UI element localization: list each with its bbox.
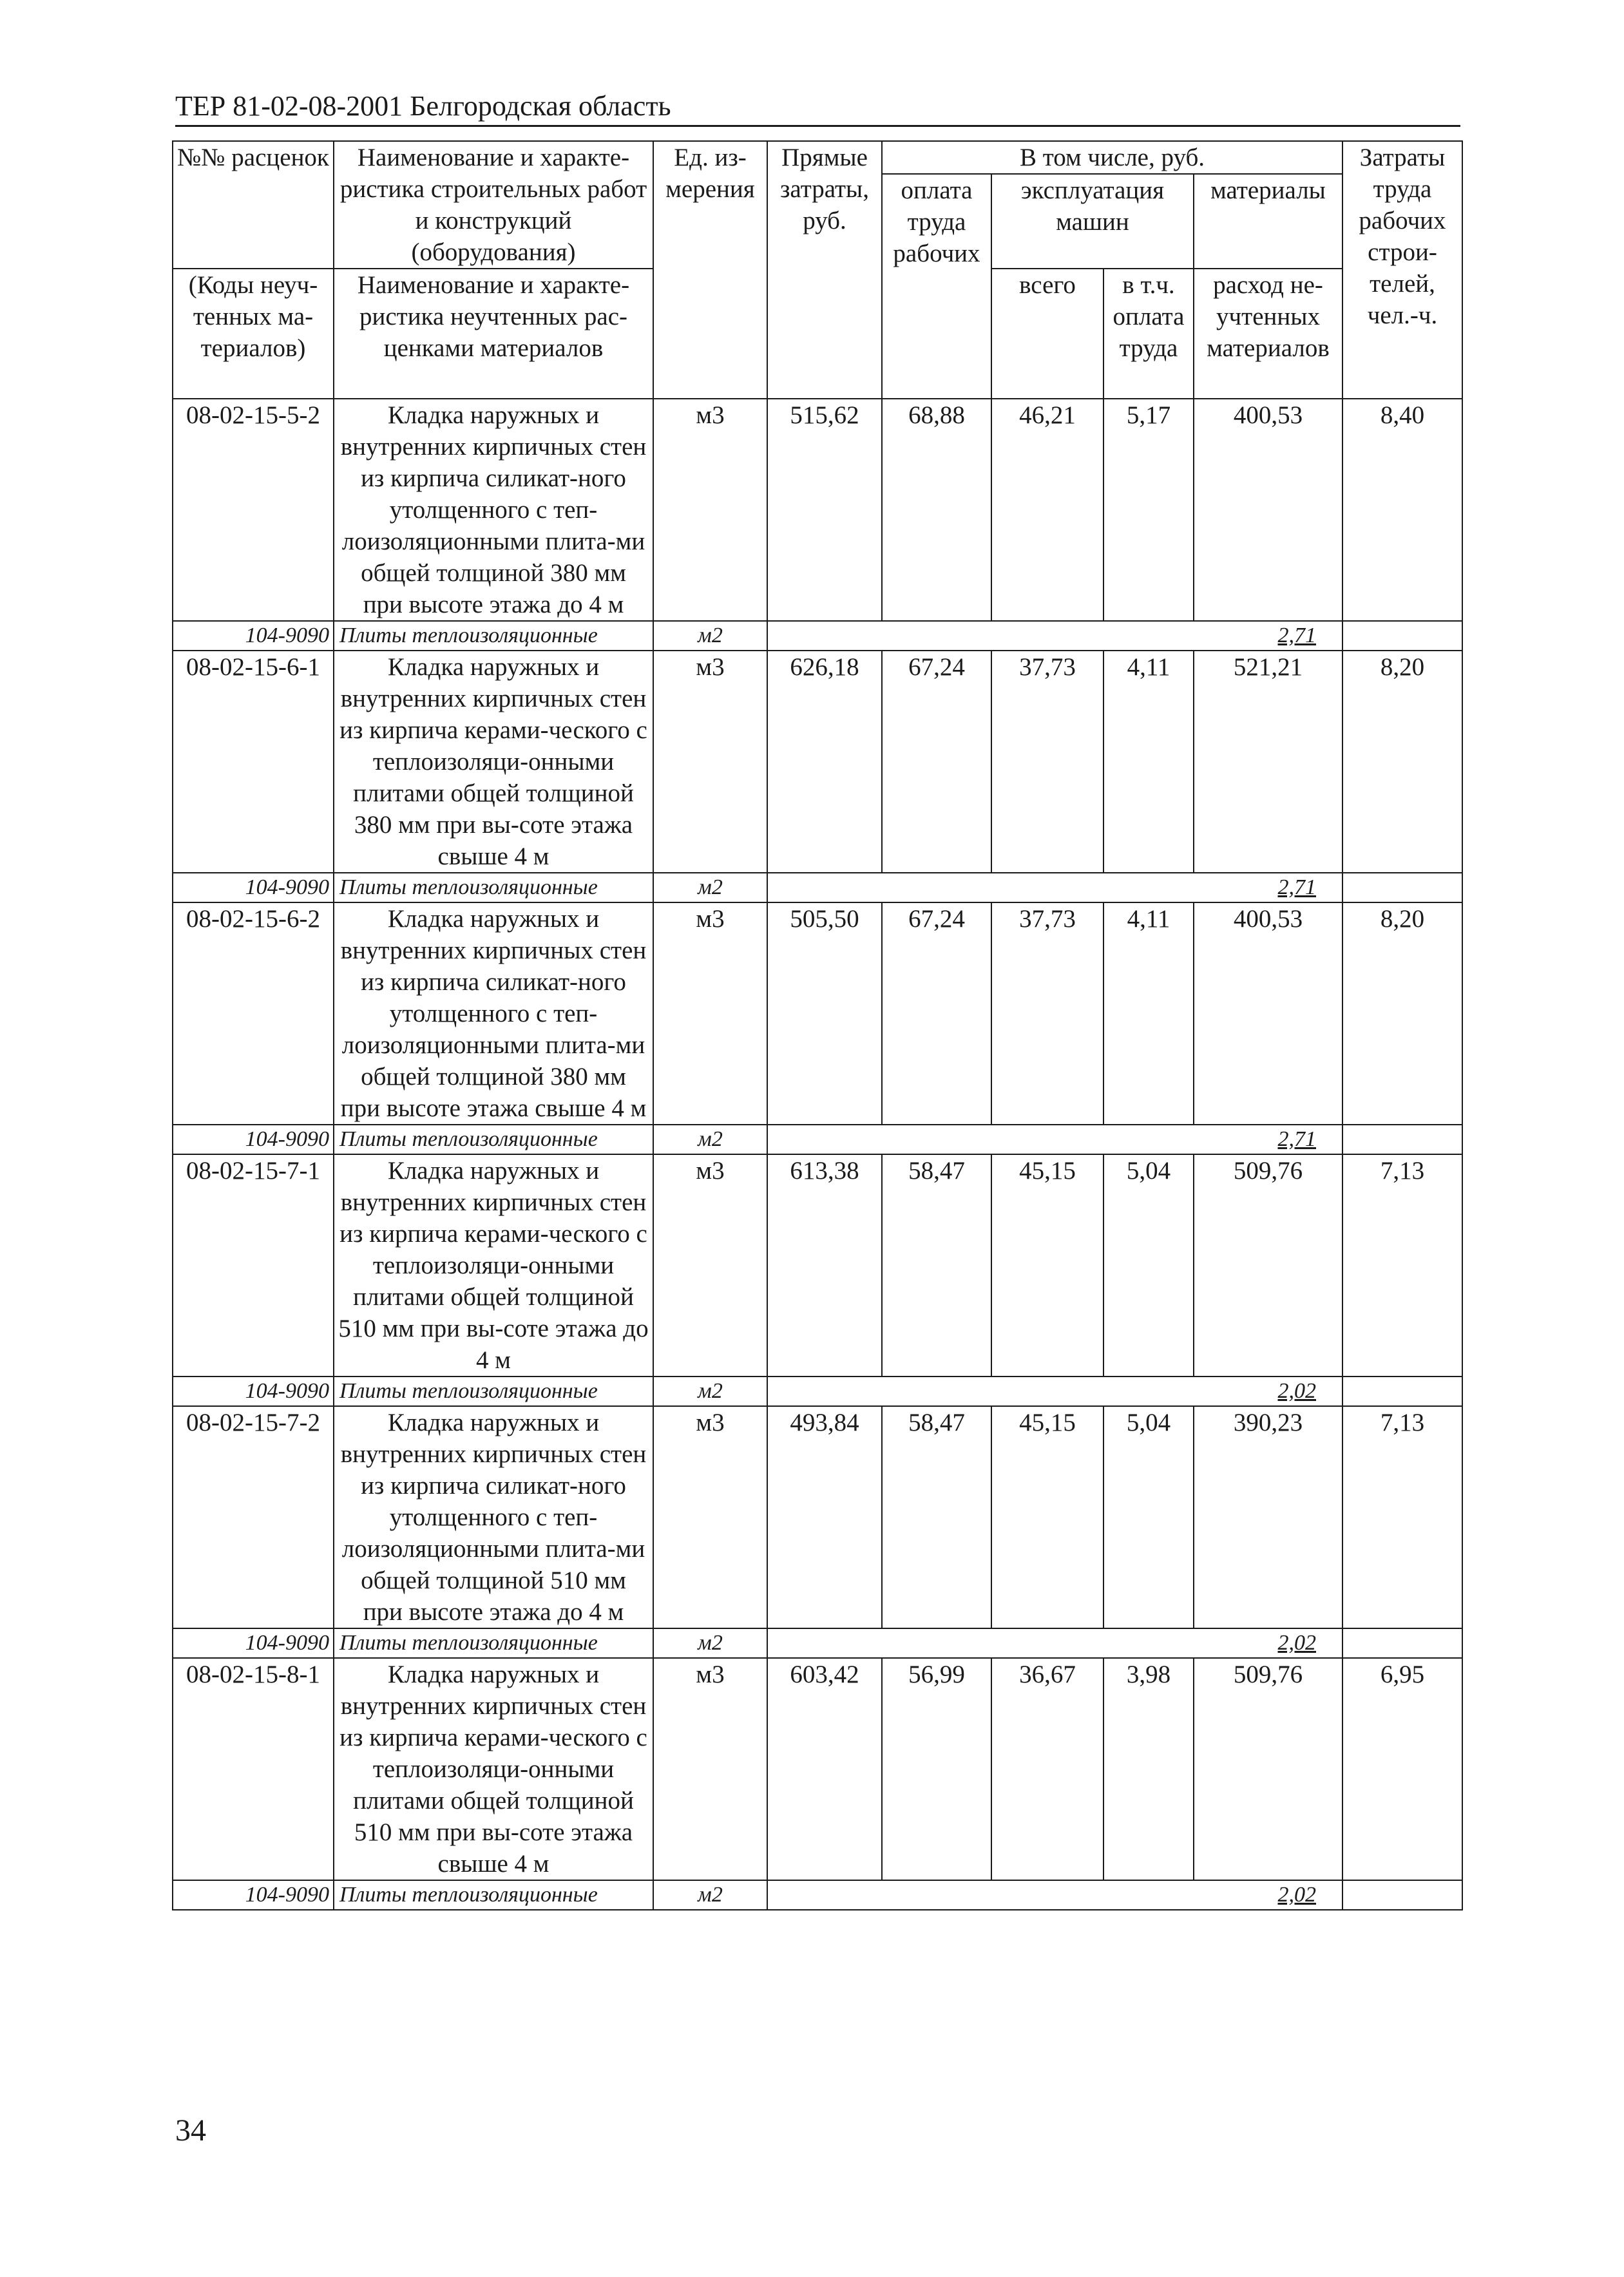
material-quantity: 2,02 <box>1277 1883 1316 1907</box>
labor-pay: 58,47 <box>882 1154 991 1377</box>
materials: 400,53 <box>1194 902 1342 1125</box>
materials: 521,21 <box>1194 651 1342 873</box>
direct-costs: 626,18 <box>767 651 882 873</box>
material-quantity: 2,02 <box>1277 1379 1316 1403</box>
material-row <box>173 1628 1462 1658</box>
header-machines-total: всего <box>991 269 1103 399</box>
material-row <box>173 621 1462 651</box>
material-code: 104-9090 <box>173 1125 334 1154</box>
material-code: 104-9090 <box>173 873 334 902</box>
material-name: Плиты теплоизоляционные <box>334 1628 653 1658</box>
header-unaccounted-materials: расход не-учтенных материалов <box>1194 269 1342 399</box>
material-code: 104-9090 <box>173 1628 334 1658</box>
machines-total: 46,21 <box>991 399 1103 621</box>
materials: 390,23 <box>1194 1406 1342 1628</box>
material-code: 104-9090 <box>173 1880 334 1910</box>
material-code: 104-9090 <box>173 1377 334 1406</box>
work-description: Кладка наружных и внутренних кирпичных стен из кирпича силикат-ного утолщенного с теп-лоизоляционными плита-ми общей толщиной 510 мм при высоте этажа до 4 м <box>334 1406 653 1628</box>
labor-hours: 7,13 <box>1342 1406 1462 1628</box>
header-unit: Ед. из-мерения <box>653 141 767 399</box>
labor-hours: 8,20 <box>1342 902 1462 1125</box>
table-row <box>173 1154 1462 1377</box>
material-row <box>173 873 1462 902</box>
material-name: Плиты теплоизоляционные <box>334 621 653 651</box>
direct-costs: 613,38 <box>767 1154 882 1377</box>
header-machines-labor: в т.ч. оплата труда <box>1103 269 1194 399</box>
labor-hours: 8,40 <box>1342 399 1462 621</box>
labor-pay: 58,47 <box>882 1406 991 1628</box>
table-row <box>173 1658 1462 1880</box>
material-name: Плиты теплоизоляционные <box>334 1125 653 1154</box>
unit: м3 <box>653 902 767 1125</box>
rate-code: 08-02-15-6-1 <box>173 651 334 873</box>
labor-hours: 8,20 <box>1342 651 1462 873</box>
header-labor-hours: Затраты труда рабочих строи-телей, чел.-ч. <box>1342 141 1462 399</box>
work-description: Кладка наружных и внутренних кирпичных стен из кирпича керами-ческого с теплоизоляци-онными плитами общей толщиной 380 мм при вы-соте этажа свыше 4 м <box>334 651 653 873</box>
table-header <box>173 141 1462 399</box>
material-row <box>173 1125 1462 1154</box>
material-quantity: 2,71 <box>1277 875 1316 899</box>
material-quantity: 2,71 <box>1277 1127 1316 1151</box>
labor-hours: 7,13 <box>1342 1154 1462 1377</box>
rate-code: 08-02-15-6-2 <box>173 902 334 1125</box>
unit: м3 <box>653 399 767 621</box>
material-name: Плиты теплоизоляционные <box>334 1880 653 1910</box>
table-row <box>173 902 1462 1125</box>
machines-total: 45,15 <box>991 1154 1103 1377</box>
material-unit: м2 <box>653 1628 767 1658</box>
rates-table <box>172 140 1463 1910</box>
labor-hours: 6,95 <box>1342 1658 1462 1880</box>
unit: м3 <box>653 1406 767 1628</box>
machines-total: 36,67 <box>991 1658 1103 1880</box>
labor-pay: 67,24 <box>882 902 991 1125</box>
machines-total: 37,73 <box>991 651 1103 873</box>
material-quantity: 2,02 <box>1277 1631 1316 1655</box>
unit: м3 <box>653 1154 767 1377</box>
material-unit: м2 <box>653 1125 767 1154</box>
machines-labor: 4,11 <box>1103 651 1194 873</box>
labor-pay: 67,24 <box>882 651 991 873</box>
rate-code: 08-02-15-7-1 <box>173 1154 334 1377</box>
work-description: Кладка наружных и внутренних кирпичных стен из кирпича силикат-ного утолщенного с теп-лоизоляционными плита-ми общей толщиной 380 мм при высоте этажа до 4 м <box>334 399 653 621</box>
machines-labor: 5,04 <box>1103 1406 1194 1628</box>
rate-code: 08-02-15-5-2 <box>173 399 334 621</box>
material-unit: м2 <box>653 1377 767 1406</box>
machines-total: 45,15 <box>991 1406 1103 1628</box>
rate-code: 08-02-15-8-1 <box>173 1658 334 1880</box>
direct-costs: 603,42 <box>767 1658 882 1880</box>
materials: 400,53 <box>1194 399 1342 621</box>
rate-code: 08-02-15-7-2 <box>173 1406 334 1628</box>
work-description: Кладка наружных и внутренних кирпичных стен из кирпича керами-ческого с теплоизоляци-онными плитами общей толщиной 510 мм при вы-соте этажа свыше 4 м <box>334 1658 653 1880</box>
page-number: 34 <box>175 2113 206 2148</box>
table-row <box>173 651 1462 873</box>
unit: м3 <box>653 1658 767 1880</box>
machines-labor: 5,17 <box>1103 399 1194 621</box>
direct-costs: 493,84 <box>767 1406 882 1628</box>
material-quantity: 2,71 <box>1277 624 1316 647</box>
material-code: 104-9090 <box>173 621 334 651</box>
work-description: Кладка наружных и внутренних кирпичных стен из кирпича керами-ческого с теплоизоляци-онными плитами общей толщиной 510 мм при вы-соте этажа до 4 м <box>334 1154 653 1377</box>
material-unit: м2 <box>653 873 767 902</box>
machines-labor: 4,11 <box>1103 902 1194 1125</box>
materials: 509,76 <box>1194 1658 1342 1880</box>
machines-labor: 3,98 <box>1103 1658 1194 1880</box>
header-direct-costs: Прямые затраты, руб. <box>767 141 882 399</box>
material-unit: м2 <box>653 1880 767 1910</box>
direct-costs: 505,50 <box>767 902 882 1125</box>
material-unit: м2 <box>653 621 767 651</box>
header-rate-number: №№ расценок <box>173 141 334 269</box>
table-row <box>173 399 1462 621</box>
header-labor-pay: оплата труда рабочих <box>882 174 991 399</box>
header-materials: материалы <box>1194 174 1342 269</box>
page-header: ТЕР 81-02-08-2001 Белгородская область <box>175 90 1460 127</box>
labor-pay: 56,99 <box>882 1658 991 1880</box>
header-including-group: В том числе, руб. <box>882 141 1342 174</box>
machines-total: 37,73 <box>991 902 1103 1125</box>
material-row <box>173 1880 1462 1910</box>
work-description: Кладка наружных и внутренних кирпичных стен из кирпича силикат-ного утолщенного с теп-лоизоляционными плита-ми общей толщиной 380 мм при высоте этажа свыше 4 м <box>334 902 653 1125</box>
header-material-codes: (Коды неуч-тенных ма-териалов) <box>173 269 334 399</box>
direct-costs: 515,62 <box>767 399 882 621</box>
header-work-name: Наименование и характе-ристика строительных работ и конструкций (оборудования) <box>334 141 653 269</box>
materials: 509,76 <box>1194 1154 1342 1377</box>
header-material-names: Наименование и характе-ристика неучтенных рас-ценками материалов <box>334 269 653 399</box>
header-machines: эксплуатация машин <box>991 174 1194 269</box>
labor-pay: 68,88 <box>882 399 991 621</box>
machines-labor: 5,04 <box>1103 1154 1194 1377</box>
material-name: Плиты теплоизоляционные <box>334 1377 653 1406</box>
table-row <box>173 1406 1462 1628</box>
unit: м3 <box>653 651 767 873</box>
material-row <box>173 1377 1462 1406</box>
material-name: Плиты теплоизоляционные <box>334 873 653 902</box>
